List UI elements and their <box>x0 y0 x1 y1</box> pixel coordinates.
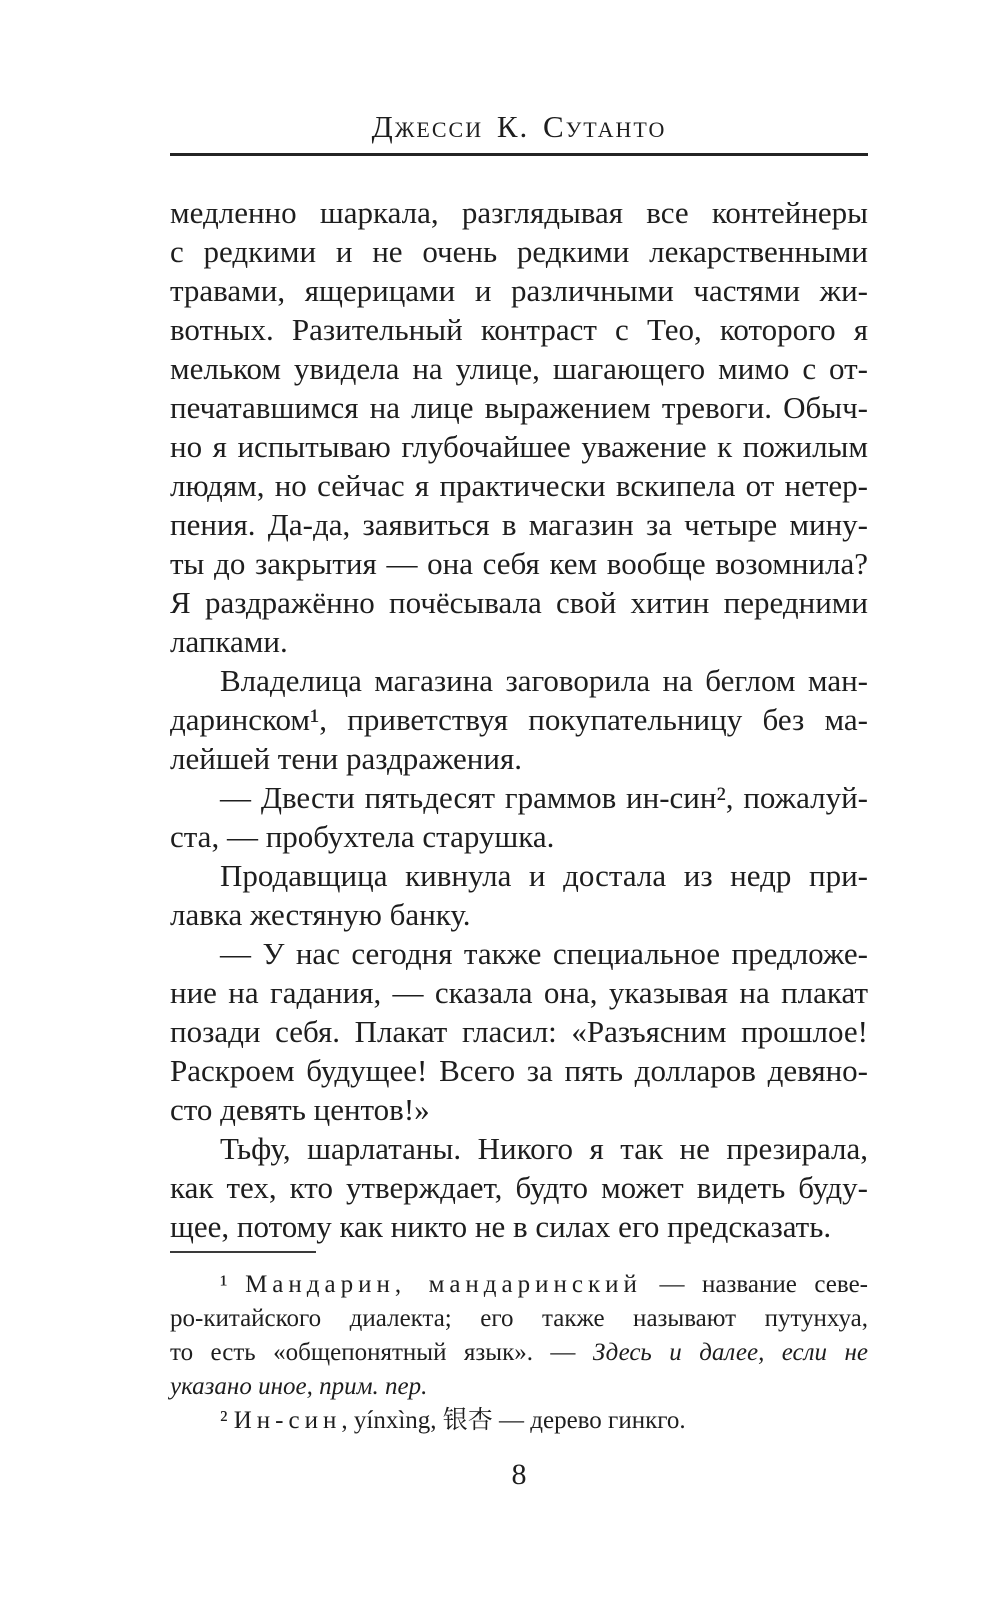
text-line: Тьфу, шарлатаны. Никого я так не презирала, <box>220 1131 868 1166</box>
text-line: указано иное, прим. пер. <box>170 1373 428 1400</box>
text-line: — У нас сегодня также специальное предложе- <box>220 936 868 971</box>
text-line: лавка жестяную банку. <box>170 897 471 932</box>
text-line: ро-китайского диалекта; его также называют путунхуа, <box>170 1305 868 1332</box>
footnotes <box>170 1268 868 1438</box>
footnote-separator <box>170 1251 316 1253</box>
header-rule <box>170 153 868 156</box>
text-line: щее, потому как никто не в силах его предсказать. <box>170 1209 832 1244</box>
text-line: вотных. Разительный контраст с Тео, которого я <box>170 312 868 347</box>
text-line: но я испытываю глубочайшее уважение к пожилым <box>170 429 868 464</box>
text-line: пения. Да-да, заявиться в магазин за четыре мину- <box>170 507 868 542</box>
text-line: Продавщица кивнула и достала из недр при- <box>220 858 868 893</box>
text-line: с редкими и не очень редкими лекарственными <box>170 234 868 269</box>
text-line: позади себя. Плакат гласил: «Разъясним прошлое! <box>170 1014 868 1049</box>
text-line: травами, ящерицами и различными частями жи- <box>170 273 868 308</box>
text-line: ты до закрытия — она себя кем вообще возомнила? <box>170 546 868 581</box>
text-line: ² Ин-син, yínxìng, 银杏 — дерево гинкго. <box>220 1407 686 1434</box>
text-line: людям, но сейчас я практически вскипела от нетер- <box>170 468 868 503</box>
text-line: лейшей тени раздражения. <box>170 741 522 776</box>
body-text <box>170 193 868 1246</box>
text-line: Владелица магазина заговорила на беглом ман- <box>220 663 868 698</box>
text-line: медленно шаркала, разглядывая все контейнеры <box>170 195 868 230</box>
text-line: Раскроем будущее! Всего за пять долларов девяно- <box>170 1053 868 1088</box>
text-line: сто девять центов!» <box>170 1092 430 1127</box>
running-header-author: Джесси К. Сутанто <box>371 109 667 144</box>
text-line: Я раздражённо почёсывала свой хитин передними <box>170 585 868 620</box>
text-line: как тех, кто утверждает, будто может видеть буду- <box>170 1170 868 1205</box>
text-line: ¹ Мандарин, мандаринский — название севе- <box>220 1271 868 1298</box>
text-line: мельком увидела на улице, шагающего мимо с от- <box>170 351 868 386</box>
text-line: — Двести пятьдесят граммов ин-син², пожалуй- <box>220 780 868 815</box>
text-line: лапками. <box>170 624 288 659</box>
text-line: даринском¹, приветствуя покупательницу без ма- <box>170 702 868 737</box>
text-line: печатавшимся на лице выражением тревоги. Обыч- <box>170 390 868 425</box>
text-line: то есть «общепонятный язык». — Здесь и далее, если не <box>170 1339 869 1366</box>
text-line: ста, — пробухтела старушка. <box>170 819 555 854</box>
page-number: 8 <box>511 1458 527 1491</box>
text-line: ние на гадания, — сказала она, указывая на плакат <box>170 975 868 1010</box>
